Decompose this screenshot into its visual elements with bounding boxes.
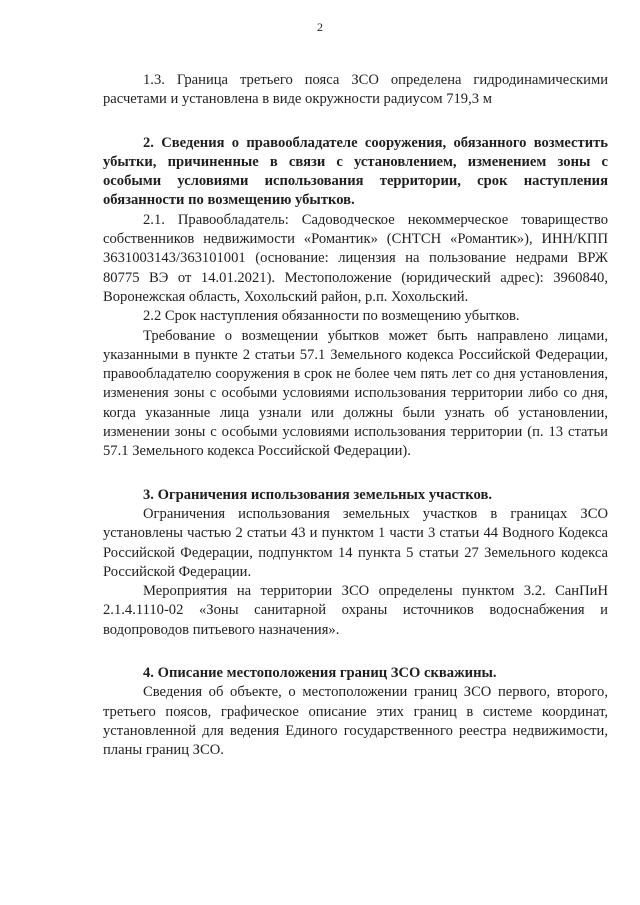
section-4-heading: 4. Описание местоположения границ ЗСО скважины. <box>143 665 497 682</box>
paragraph-1-3: 1.3. Граница третьего пояса ЗСО определена гидродинамическими расчетами и установлена в виде окружности радиусом 719,3 м <box>103 72 608 108</box>
section-3-heading: 3. Ограничения использования земельных участков. <box>143 486 492 503</box>
paragraph-2-2-text: Требование о возмещении убытков может быть направлено лицами, указанными в пункте 2 статьи 57.1 Земельного кодекса Российской Федерации, правообладателю сооружения в срок не более чем пять лет со дня установления, изменения зоны с особыми условиями использования территории либо со дня, когда указанные лица узнали или должны были узнать об установлении, изменении зоны с особыми условиями использования территории (п. 13 статьи 57.1 Земельного кодекса Российской Федерации). <box>103 327 608 460</box>
section-2-heading: 2. Сведения о правообладателе сооружения, обязанного возместить убытки, причиненные в связи с установлением, изменением зоны с особыми условиями использования территории, срок наступления обязанности по возмещению убытков. <box>103 134 608 209</box>
paragraph-3-1: Ограничения использования земельных участков в границах ЗСО установлены частью 2 статьи 43 и пунктом 1 части 3 статьи 44 Водного Кодекса Российской Федерации, подпунктом 14 пункта 5 статьи 27 Земельного кодекса Российской Федерации. <box>103 505 608 580</box>
document-body <box>103 71 608 761</box>
paragraph-2-2-title: 2.2 Срок наступления обязанности по возмещению убытков. <box>143 308 520 325</box>
paragraph-2-1: 2.1. Правообладатель: Садоводческое некоммерческое товарищество собственников недвижимости «Романтик» (СНТСН «Романтик»), ИНН/КПП 3631003143/363101001 (основание: лицензия на пользование недрами ВРЖ 80775 ВЭ от 14.01.2021). Местоположение (юридический адрес): 3960840, Воронежская область, Хохольский район, р.п. Хохольский. <box>103 211 608 305</box>
page-number: 2 <box>317 20 323 34</box>
paragraph-4-1: Сведения об объекте, о местоположении границ ЗСО первого, второго, третьего поясов, графическое описание этих границ в системе координат, установленной для ведения Единого государственного реестра недвижимости, планы границ ЗСО. <box>103 684 608 759</box>
paragraph-3-2: Мероприятия на территории ЗСО определены пунктом 3.2. СанПиН 2.1.4.1110-02 «Зоны санитарной охраны источников водоснабжения и водопроводов питьевого назначения». <box>103 583 608 638</box>
